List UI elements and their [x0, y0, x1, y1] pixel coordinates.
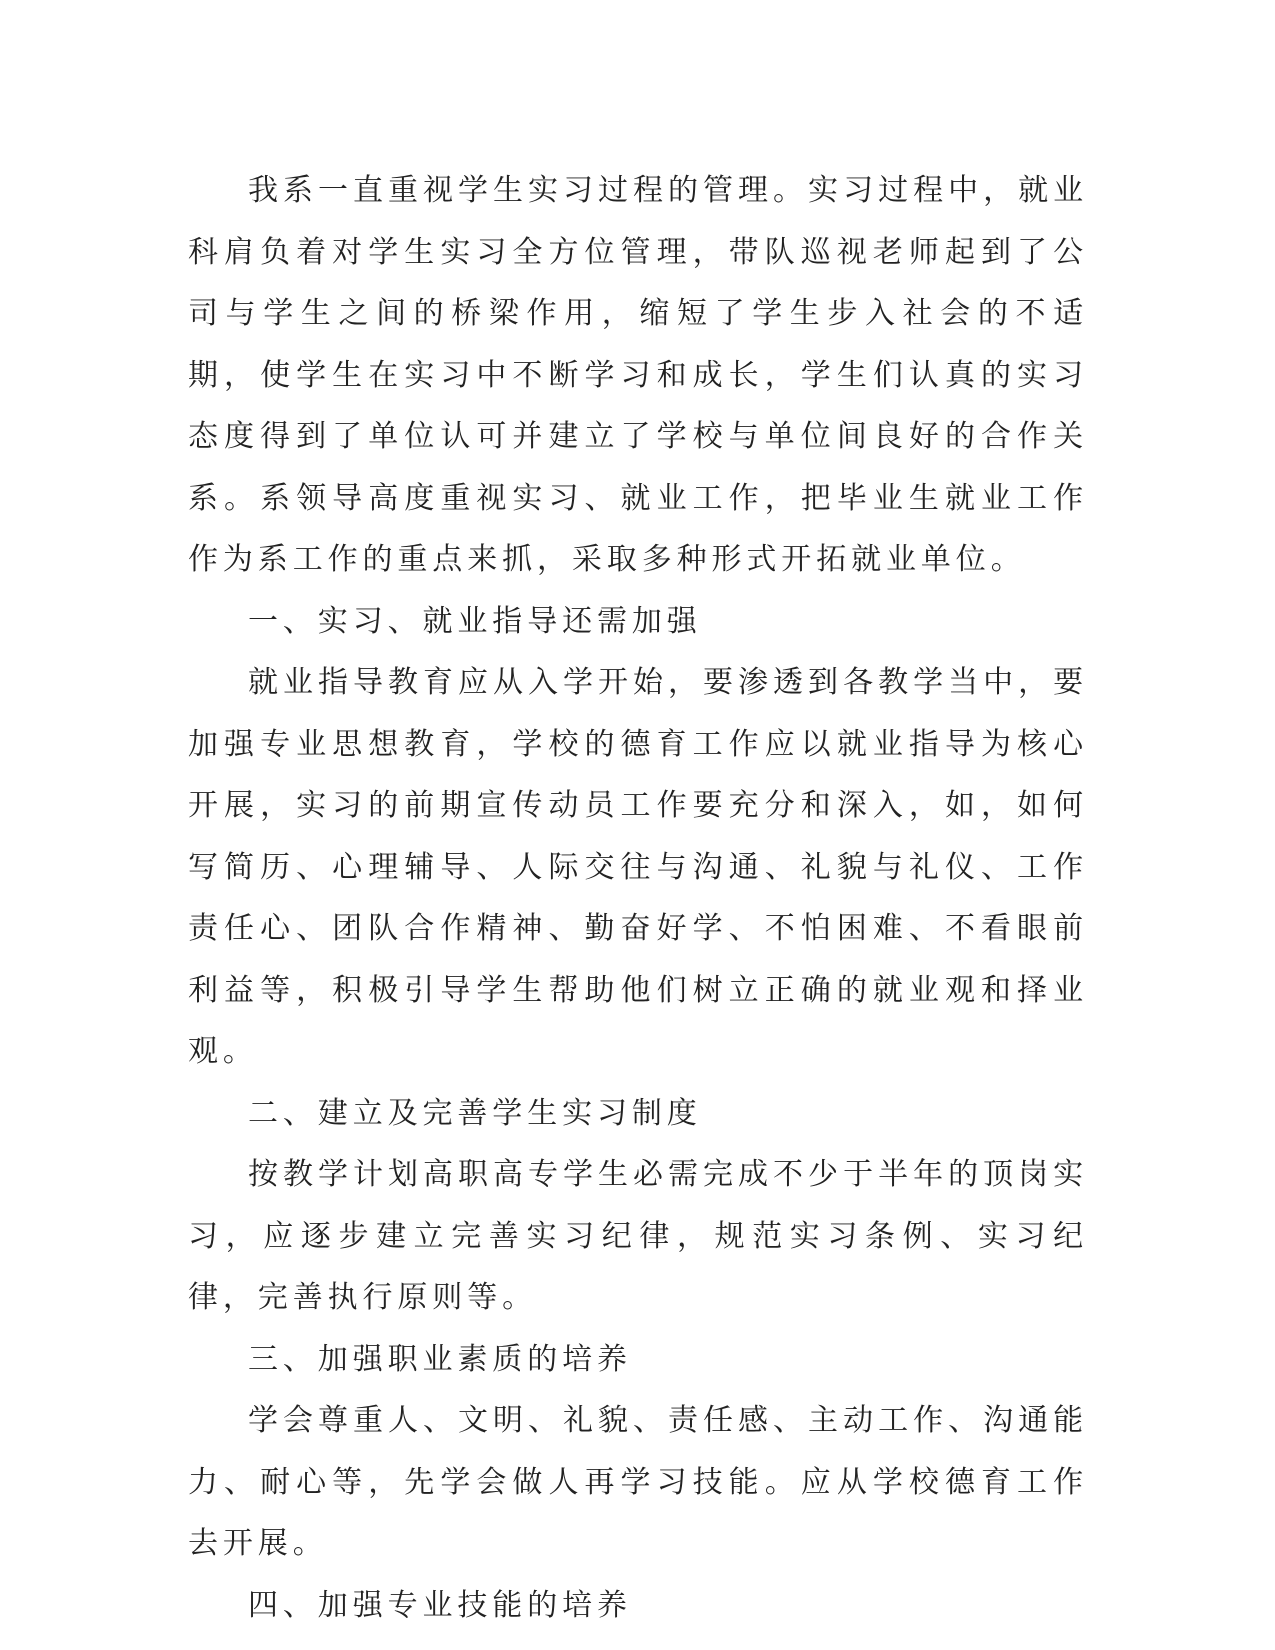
heading-professional-skills: 四、加强专业技能的培养 — [248, 1587, 632, 1623]
paragraph-professional-quality: 学会尊重人、文明、礼貌、责任感、主动工作、沟通能力、耐心等，先学会做人再学习技能。应从学校德育工作去开展。 — [188, 1403, 1088, 1561]
paragraph-internship-system: 按教学计划高职高专学生必需完成不少于半年的顶岗实习，应逐步建立完善实习纪律，规范实习条例、实习纪律，完善执行原则等。 — [188, 1157, 1088, 1315]
paragraph-guidance: 就业指导教育应从入学开始，要渗透到各教学当中，要加强专业思想教育，学校的德育工作应以就业指导为核心开展，实习的前期宣传动员工作要充分和深入，如，如何写简历、心理辅导、人际交往与沟通、礼貌与礼仪、工作责任心、团队合作精神、勤奋好学、不怕困难、不看眼前利益等，积极引导学生帮助他们树立正确的就业观和择业观。 — [188, 665, 1088, 1069]
heading-guidance: 一、实习、就业指导还需加强 — [248, 603, 702, 639]
heading-professional-quality: 三、加强职业素质的培养 — [248, 1341, 632, 1377]
document-body — [188, 160, 1088, 1636]
heading-internship-system: 二、建立及完善学生实习制度 — [248, 1095, 702, 1131]
paragraph-internship-management: 我系一直重视学生实习过程的管理。实习过程中，就业科肩负着对学生实习全方位管理，带队巡视老师起到了公司与学生之间的桥梁作用，缩短了学生步入社会的不适期，使学生在实习中不断学习和成长，学生们认真的实习态度得到了单位认可并建立了学校与单位间良好的合作关系。系领导高度重视实习、就业工作，把毕业生就业工作作为系工作的重点来抓，采取多种形式开拓就业单位。 — [188, 173, 1088, 577]
